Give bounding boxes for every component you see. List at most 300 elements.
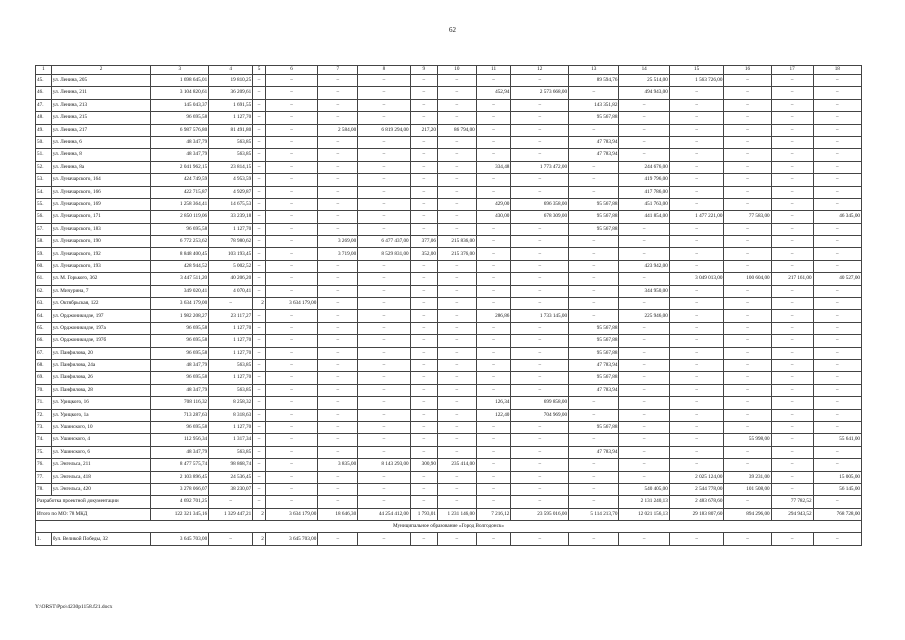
table-cell: ул. Ленина, 8 (51, 149, 151, 161)
table-cell: – (265, 310, 317, 322)
table-cell: 112 956,34 (151, 434, 209, 446)
table-cell: – (771, 285, 813, 297)
table-row (36, 161, 862, 173)
data-table (35, 65, 862, 546)
table-cell: 1 773 472,00 (511, 161, 569, 173)
table-cell: – (569, 533, 619, 545)
table-cell: – (813, 397, 861, 409)
table-cell: 7 (318, 66, 358, 75)
table-row-total (36, 508, 862, 520)
table-cell: 451 763,00 (619, 198, 669, 210)
table-cell: – (265, 471, 317, 483)
table-cell: 48 347,79 (151, 359, 209, 371)
table-cell: – (724, 459, 771, 471)
table-cell: 1 563 726,00 (669, 75, 724, 87)
table-cell: – (476, 285, 511, 297)
table-cell: – (265, 347, 317, 359)
table-cell: – (358, 87, 410, 99)
table-cell: – (669, 359, 724, 371)
table-cell: – (511, 273, 569, 285)
table-cell: – (265, 260, 317, 272)
table-cell: – (771, 483, 813, 495)
table-cell: 86 794,00 (437, 124, 476, 136)
table-cell: 40 206,20 (209, 273, 253, 285)
table-cell: – (619, 149, 669, 161)
table-cell: – (724, 75, 771, 87)
table-cell: 16 (724, 66, 771, 75)
table-cell: 96 695,58 (151, 421, 209, 433)
table-cell: – (619, 409, 669, 421)
table-cell: – (265, 409, 317, 421)
table-cell: – (569, 174, 619, 186)
table-cell: – (476, 384, 511, 396)
table-cell: – (410, 161, 437, 173)
table-cell: ул. Энгельса, 420 (51, 483, 151, 495)
table-cell: ул. Орджоникидзе, 197а (51, 322, 151, 334)
table-cell: – (253, 446, 266, 458)
table-cell: 62. (36, 285, 52, 297)
table-cell: – (358, 260, 410, 272)
table-cell: – (265, 384, 317, 396)
table-cell: ул. Панфилова, 24а (51, 359, 151, 371)
table-cell: – (569, 285, 619, 297)
table-cell: – (265, 322, 317, 334)
table-cell: – (511, 136, 569, 148)
table-cell: 47 783,94 (569, 149, 619, 161)
table-cell: 3 634 179,00 (265, 298, 317, 310)
table-cell: 96 695,58 (151, 223, 209, 235)
table-cell: 1 127,70 (209, 112, 253, 124)
table-cell: 563,85 (209, 136, 253, 148)
table-cell: 1 127,70 (209, 347, 253, 359)
table-cell: – (619, 421, 669, 433)
table-cell: – (813, 285, 861, 297)
table-cell: – (724, 372, 771, 384)
table-cell: – (410, 496, 437, 508)
table-cell: 300,90 (410, 459, 437, 471)
table-cell: – (358, 161, 410, 173)
table-cell: – (771, 236, 813, 248)
table-cell: – (253, 335, 266, 347)
table-cell: – (410, 99, 437, 111)
table-cell: 126,34 (476, 397, 511, 409)
table-cell: – (253, 459, 266, 471)
table-cell: 3 645 703,00 (151, 533, 209, 545)
table-cell: – (771, 174, 813, 186)
table-cell: 3 719,00 (318, 248, 358, 260)
table-cell: – (669, 459, 724, 471)
table-row (36, 322, 862, 334)
table-cell: 95 567,88 (569, 223, 619, 235)
table-cell: – (253, 223, 266, 235)
table-cell: – (813, 409, 861, 421)
table-cell: – (410, 335, 437, 347)
table-cell: – (410, 347, 437, 359)
table-cell: – (669, 136, 724, 148)
table-cell: – (358, 359, 410, 371)
table-cell: – (209, 298, 253, 310)
table-cell: – (771, 124, 813, 136)
table-row (36, 87, 862, 99)
table-cell: – (813, 533, 861, 545)
table-cell: 56 145,00 (813, 483, 861, 495)
table-cell: – (476, 186, 511, 198)
table-cell: – (209, 533, 253, 545)
table-cell: 143 351,82 (569, 99, 619, 111)
table-cell: – (437, 434, 476, 446)
table-cell: – (265, 136, 317, 148)
table-cell: – (437, 112, 476, 124)
table-cell: – (771, 223, 813, 235)
table-cell: – (437, 372, 476, 384)
table-row (36, 174, 862, 186)
table-cell: 5 114 213,70 (569, 508, 619, 520)
table-cell: ул. М. Горького, 362 (51, 273, 151, 285)
table-cell: бул. Великой Победы, 32 (51, 533, 151, 545)
table-cell: – (437, 359, 476, 371)
table-cell: – (569, 397, 619, 409)
table-cell: – (569, 483, 619, 495)
table-cell: – (771, 347, 813, 359)
table-cell: 3 634 179,00 (151, 298, 209, 310)
table-row (36, 298, 862, 310)
table-cell: – (358, 335, 410, 347)
table-cell: – (669, 186, 724, 198)
table-cell: – (437, 483, 476, 495)
table-cell: – (476, 75, 511, 87)
table-cell: 8 529 831,00 (358, 248, 410, 260)
table-cell: – (476, 260, 511, 272)
table-cell: – (410, 211, 437, 223)
table-cell: – (771, 260, 813, 272)
table-cell: – (771, 421, 813, 433)
table-cell: – (358, 285, 410, 297)
table-cell: – (358, 434, 410, 446)
table-cell: 1 317,34 (209, 434, 253, 446)
table-cell: 2 041 962,15 (151, 161, 209, 173)
table-cell: 50. (36, 136, 52, 148)
table-cell: 76. (36, 459, 52, 471)
table-cell: 713 287,63 (151, 409, 209, 421)
table-cell: 8 258,32 (209, 397, 253, 409)
table-cell: – (771, 459, 813, 471)
table-cell: – (476, 335, 511, 347)
table-row (36, 397, 862, 409)
table-cell: – (511, 124, 569, 136)
table-cell: – (358, 273, 410, 285)
table-cell: ул. Ушинского, 10 (51, 421, 151, 433)
table-cell: 66. (36, 335, 52, 347)
table-cell: – (265, 273, 317, 285)
table-header-row (36, 66, 862, 75)
table-cell: 563,85 (209, 446, 253, 458)
table-cell: – (569, 260, 619, 272)
table-cell: 2 103 896,45 (151, 471, 209, 483)
table-cell: – (771, 298, 813, 310)
table-cell: 429,00 (476, 198, 511, 210)
table-cell: – (253, 347, 266, 359)
table-cell: 95 567,88 (569, 211, 619, 223)
table-cell: – (318, 446, 358, 458)
table-cell: – (265, 459, 317, 471)
table-cell: – (318, 409, 358, 421)
table-cell: – (619, 223, 669, 235)
table-cell: 59. (36, 248, 52, 260)
table-cell: – (410, 483, 437, 495)
table-cell: – (511, 260, 569, 272)
table-cell: – (619, 347, 669, 359)
table-cell: – (771, 186, 813, 198)
table-cell: – (569, 310, 619, 322)
table-cell: – (619, 273, 669, 285)
table-cell: 15 005,00 (813, 471, 861, 483)
table-cell: 430,00 (476, 211, 511, 223)
table-cell: – (265, 99, 317, 111)
table-cell: 101 508,00 (724, 483, 771, 495)
table-cell: – (771, 409, 813, 421)
table-cell: 1 127,70 (209, 322, 253, 334)
table-cell: 428 944,52 (151, 260, 209, 272)
table-cell: – (771, 87, 813, 99)
table-cell: ул. Ленина, 8а (51, 161, 151, 173)
table-cell: – (476, 136, 511, 148)
table-cell: ул. Ленина, 205 (51, 75, 151, 87)
table-cell: – (437, 409, 476, 421)
table-cell: – (669, 409, 724, 421)
table-cell: 2 483 678,60 (669, 496, 724, 508)
table-cell: – (813, 75, 861, 87)
table-cell: 51. (36, 149, 52, 161)
table-cell: – (771, 384, 813, 396)
table-cell: – (265, 236, 317, 248)
table-cell: – (511, 322, 569, 334)
table-cell: – (437, 384, 476, 396)
table-row (36, 136, 862, 148)
table-row (36, 459, 862, 471)
table-cell: ул. Луначарского, 166 (51, 186, 151, 198)
table-cell: – (669, 112, 724, 124)
table-cell: – (476, 471, 511, 483)
table-cell: 95 567,88 (569, 198, 619, 210)
table-cell: – (253, 285, 266, 297)
table-cell: – (771, 136, 813, 148)
table-row (36, 347, 862, 359)
table-cell: – (253, 397, 266, 409)
table-cell: ул. Энгельса, 418 (51, 471, 151, 483)
table-cell: 96 695,58 (151, 347, 209, 359)
table-cell: – (511, 186, 569, 198)
table-cell: 25 514,00 (619, 75, 669, 87)
table-cell: 344 950,00 (619, 285, 669, 297)
table-cell: – (253, 124, 266, 136)
table-cell: ул. Ленина, 213 (51, 99, 151, 111)
table-cell: – (358, 483, 410, 495)
table-cell: 8 848 400,45 (151, 248, 209, 260)
table-cell: 103 193,45 (209, 248, 253, 260)
table-cell: – (476, 112, 511, 124)
table-cell: 441 854,00 (619, 211, 669, 223)
table-cell: – (619, 322, 669, 334)
table-cell: – (669, 99, 724, 111)
table-row (36, 384, 862, 396)
table-cell: – (813, 174, 861, 186)
table-cell: – (619, 397, 669, 409)
table-cell: – (724, 112, 771, 124)
table-cell: – (669, 310, 724, 322)
table-cell: ул. Луначарского, 190 (51, 236, 151, 248)
table-cell: 1 329 447,21 (209, 508, 253, 520)
table-cell: 71. (36, 397, 52, 409)
table-cell: – (619, 112, 669, 124)
table-cell: – (669, 223, 724, 235)
table-cell: 95 567,88 (569, 347, 619, 359)
table-cell: – (669, 397, 724, 409)
table-cell: – (619, 298, 669, 310)
table-cell: ул. Орджоникидзе, 197б (51, 335, 151, 347)
table-cell: 46. (36, 87, 52, 99)
table-cell: – (318, 211, 358, 223)
table-cell: – (253, 112, 266, 124)
table-cell: 334,48 (476, 161, 511, 173)
table-cell: 9 (410, 66, 437, 75)
table-cell: – (724, 409, 771, 421)
table-cell: 53. (36, 174, 52, 186)
table-cell: – (669, 198, 724, 210)
table-cell: – (724, 384, 771, 396)
table-cell: – (358, 496, 410, 508)
table-cell: – (253, 384, 266, 396)
table-cell: – (437, 496, 476, 508)
table-cell: – (437, 75, 476, 87)
table-cell: – (410, 223, 437, 235)
table-cell: – (669, 384, 724, 396)
table-cell: 48 347,79 (151, 149, 209, 161)
table-cell: – (410, 87, 437, 99)
table-cell: – (771, 149, 813, 161)
table-cell: 61. (36, 273, 52, 285)
table-cell: 1 733 145,00 (511, 310, 569, 322)
table-cell: 55 998,00 (724, 434, 771, 446)
table-cell: – (724, 322, 771, 334)
table-cell: – (724, 421, 771, 433)
table-cell: – (569, 434, 619, 446)
table-cell: – (476, 359, 511, 371)
table-cell: – (318, 260, 358, 272)
table-cell: – (771, 198, 813, 210)
table-row-design-docs (36, 496, 862, 508)
table-cell: 4 692 701,25 (151, 496, 209, 508)
table-cell: 46 345,00 (813, 211, 861, 223)
table-cell: – (265, 211, 317, 223)
table-cell: 73. (36, 421, 52, 433)
table-cell: 225 946,00 (619, 310, 669, 322)
table-cell: – (318, 75, 358, 87)
table-cell: – (724, 149, 771, 161)
table-row (36, 446, 862, 458)
table-cell: 349 020,41 (151, 285, 209, 297)
table-cell: 696 358,00 (511, 198, 569, 210)
table-cell: 352,00 (410, 248, 437, 260)
table-cell: – (358, 421, 410, 433)
table-row (36, 99, 862, 111)
table-cell: 39 231,00 (724, 471, 771, 483)
table-cell: – (318, 136, 358, 148)
table-row (36, 310, 862, 322)
table-cell: 294 943,52 (771, 508, 813, 520)
table-cell: – (318, 112, 358, 124)
table-cell: – (619, 136, 669, 148)
table-cell: – (771, 533, 813, 545)
footer-file-path: Y:\ORST\Ppo\4230p1158.f21.docx (35, 604, 113, 610)
table-cell: – (410, 273, 437, 285)
table-cell: – (813, 236, 861, 248)
table-cell: – (813, 322, 861, 334)
table-cell: – (358, 446, 410, 458)
table-cell: 47 783,94 (569, 359, 619, 371)
table-cell: – (724, 335, 771, 347)
table-row (36, 533, 862, 545)
table-cell: – (476, 298, 511, 310)
table-cell: – (358, 322, 410, 334)
table-cell: – (410, 471, 437, 483)
table-cell: – (511, 446, 569, 458)
table-cell: – (318, 421, 358, 433)
table-cell: – (253, 75, 266, 87)
table-cell: – (410, 260, 437, 272)
table-cell: – (437, 471, 476, 483)
table-cell: 563,85 (209, 359, 253, 371)
table-row (36, 248, 862, 260)
table-cell: – (619, 335, 669, 347)
table-cell: 70. (36, 384, 52, 396)
table-cell: 17 (771, 66, 813, 75)
table-cell: – (619, 359, 669, 371)
table-cell: 2 (253, 508, 266, 520)
table-row (36, 372, 862, 384)
table-cell: ул. Ленина, 217 (51, 124, 151, 136)
table-cell: – (476, 483, 511, 495)
table-cell: – (813, 248, 861, 260)
table-cell: 1 258 364,41 (151, 198, 209, 210)
table-cell: – (437, 322, 476, 334)
table-cell: – (318, 335, 358, 347)
table-cell: – (669, 322, 724, 334)
table-cell: 7 216,12 (476, 508, 511, 520)
table-cell: – (669, 87, 724, 99)
table-cell: – (437, 223, 476, 235)
table-cell: – (318, 483, 358, 495)
table-cell: – (410, 533, 437, 545)
table-cell: – (410, 421, 437, 433)
table-cell: 894 296,00 (724, 508, 771, 520)
table-cell: – (669, 347, 724, 359)
table-cell: – (358, 223, 410, 235)
table-cell: 77. (36, 471, 52, 483)
table-cell: 6 819 294,00 (358, 124, 410, 136)
table-row (36, 186, 862, 198)
table-cell: – (724, 298, 771, 310)
table-cell: 14 (619, 66, 669, 75)
table-cell: – (265, 112, 317, 124)
table-cell: – (437, 260, 476, 272)
table-cell: – (437, 273, 476, 285)
table-cell: 48. (36, 112, 52, 124)
table-cell: 8 318,63 (209, 409, 253, 421)
table-cell: 3 049 013,00 (669, 273, 724, 285)
table-cell: 3 269,00 (318, 236, 358, 248)
table-cell: – (619, 99, 669, 111)
table-row (36, 112, 862, 124)
